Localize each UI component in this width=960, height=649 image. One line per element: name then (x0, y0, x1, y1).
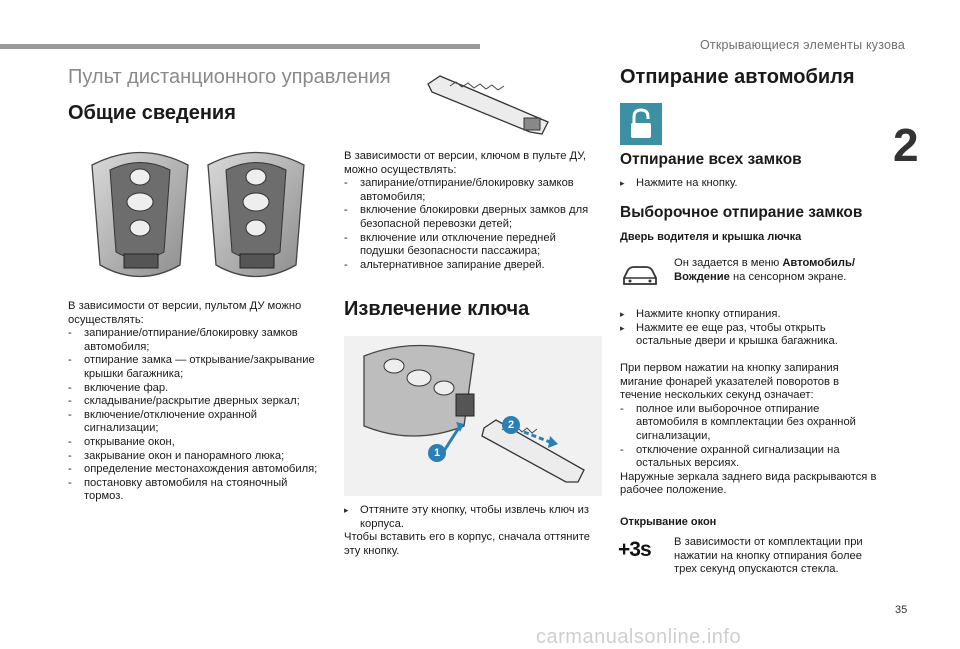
menu-path: Автомобиль/Вождение (674, 257, 856, 283)
list-item: - закрывание окон и панорамного люка; (68, 450, 326, 464)
selective-instructions (620, 308, 880, 349)
key-extraction-heading: Извлечение ключа (344, 298, 530, 320)
list-item: - включение фар. (68, 382, 326, 396)
menu-note (674, 257, 879, 284)
list-item: - определение местонахождения автомобиля; (68, 463, 326, 477)
list-item: - отключение охранной сигнализации на остальных версиях. (620, 444, 882, 471)
list-item: - полное или выборочное отпирание автомобиля в комплектации без охранной сигнализации, (620, 403, 882, 444)
chapter-number: 2 (893, 119, 919, 171)
extract-instruction: ▸ Оттяните эту кнопку, чтобы извлечь ключ из корпуса. (344, 504, 602, 531)
col1-text (68, 300, 326, 504)
col1-intro: В зависимости от версии, пультом ДУ можно осуществлять: (68, 300, 302, 326)
list-item: - складывание/раскрытие дверных зеркал; (68, 395, 326, 409)
general-heading: Общие сведения (68, 102, 236, 124)
unlocking-heading: Отпирание автомобиля (620, 66, 855, 88)
list-item: - включение блокировки дверных замков для безопасной перевозки детей; (344, 204, 602, 231)
unlock-all-heading: Отпирание всех замков (620, 151, 802, 168)
menu-note-text-end: на сенсорном экране. (729, 270, 847, 283)
list-item: - альтернативное запирание дверей. (344, 259, 602, 273)
unlock-all-instruction: ▸ Нажмите на кнопку. (620, 177, 896, 191)
key-extraction-illustration (344, 336, 602, 496)
unlock-icon (620, 103, 662, 145)
callout-1: 1 (428, 444, 446, 462)
col1-list (68, 327, 326, 504)
col2-intro: В зависимости от версии, ключом в пульте ДУ, можно осуществлять: (344, 150, 586, 176)
callout-2: 2 (502, 416, 520, 434)
mirrors-paragraph: Наружные зеркала заднего вида раскрываются в рабочее положение. (620, 470, 877, 497)
key-blade-illustration (420, 72, 560, 142)
open-windows-heading: Открывание окон (620, 516, 717, 528)
driver-door-heading: Дверь водителя и крышка лючка (620, 231, 802, 243)
col2-list (344, 177, 602, 272)
section-title: Открывающиеся элементы кузова (699, 38, 905, 52)
selective-unlock-heading: Выборочное отпирание замков (620, 204, 863, 221)
col2-text (344, 150, 602, 272)
main-title: Пульт дистанционного управления (68, 66, 391, 88)
list-item: - включение или отключение передней подушки безопасности пассажира; (344, 232, 602, 259)
page-number: 35 (895, 604, 908, 616)
first-press-paragraph: При первом нажатии на кнопку запирания мигание фонарей указателей поворотов в течение нескольких секунд означает: (620, 362, 840, 402)
list-item: - отпирание замка — открывание/закрывание крышки багажника; (68, 354, 326, 381)
remote-keys-illustration (80, 140, 326, 290)
windows-note: В зависимости от комплектации при нажатии на кнопку отпирания более трех секунд опускаются стекла. (674, 536, 863, 576)
list-item: - запирание/отпирание/блокировку замков автомобиля; (344, 177, 602, 204)
watermark: carmanualsonline.info (536, 626, 742, 648)
unlock-press-again-instruction: ▸ Нажмите ее еще раз, чтобы открыть остальные двери и крышка багажника. (620, 322, 880, 349)
insert-instruction: Чтобы вставить его в корпус, сначала оттяните эту кнопку. (344, 531, 590, 557)
plus-3s-icon: +3s (618, 538, 651, 561)
car-settings-icon (618, 262, 662, 288)
col3-text (620, 362, 882, 498)
col2-bottom-text (344, 504, 602, 558)
list-item: - открывание окон, (68, 436, 326, 450)
list-item: - запирание/отпирание/блокировку замков автомобиля; (68, 327, 326, 354)
unlock-press-instruction: ▸ Нажмите кнопку отпирания. (620, 308, 880, 322)
col3-list (620, 403, 882, 471)
list-item: - постановку автомобиля на стояночный тормоз. (68, 477, 326, 504)
menu-note-text: Он задается в меню (674, 257, 783, 269)
header-bar (0, 44, 480, 49)
list-item: - включение/отключение охранной сигнализации; (68, 409, 326, 436)
